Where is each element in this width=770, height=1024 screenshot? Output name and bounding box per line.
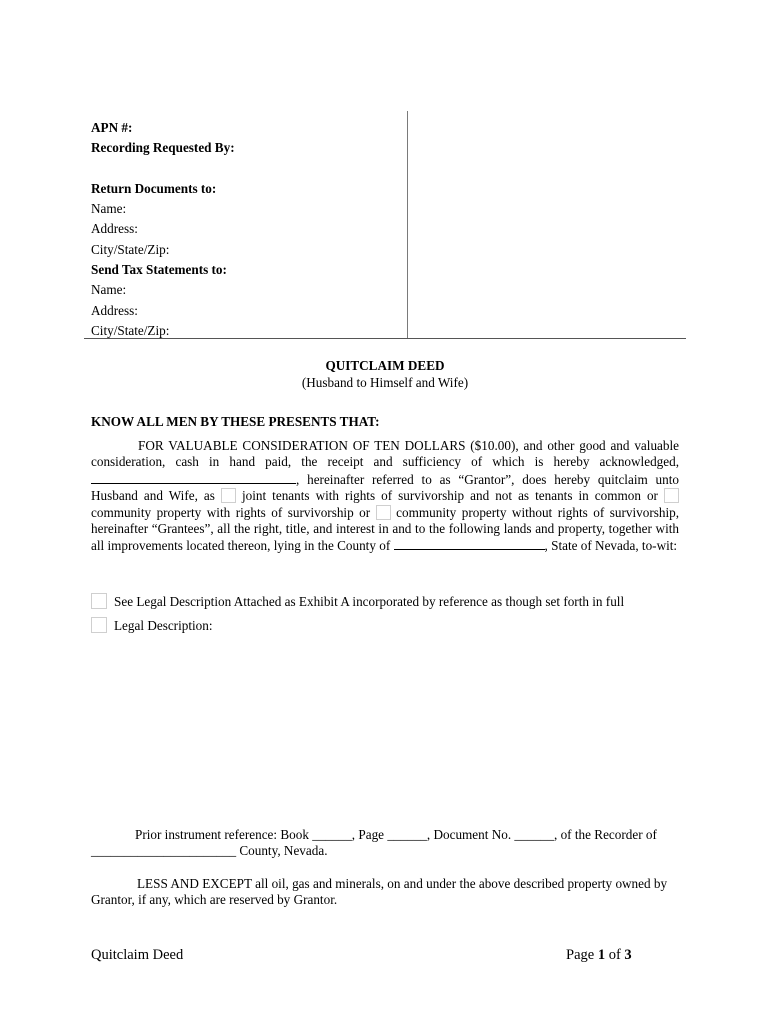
- return-city-label: City/State/Zip:: [91, 241, 170, 257]
- exhibit-option[interactable]: [91, 593, 624, 610]
- body-text-b: , hereinafter referred to as “Grantor”, does hereby quitclaim unto Husband and Wife, as: [91, 471, 679, 504]
- community-property-survivorship-checkbox[interactable]: [664, 488, 679, 503]
- county-blank[interactable]: [394, 537, 545, 550]
- header-horizontal-divider: [84, 338, 686, 339]
- grantor-name-blank[interactable]: [91, 471, 296, 484]
- send-tax-label: Send Tax Statements to:: [91, 262, 227, 278]
- prior-line-2: ______________________ County, Nevada.: [91, 843, 328, 859]
- return-address-label: Address:: [91, 221, 138, 237]
- prior-line-1: Prior instrument reference: Book ______, Page ______, Document No. ______, of the Recorder of: [135, 827, 657, 842]
- title-sub: (Husband to Himself and Wife): [301, 375, 469, 390]
- community-property-no-survivorship-checkbox[interactable]: [376, 505, 391, 520]
- page-current: 1: [597, 947, 606, 963]
- exhibit-checkbox[interactable]: [91, 593, 107, 609]
- prior-instrument-paragraph: [91, 827, 679, 860]
- tax-city-label: City/State/Zip:: [91, 322, 170, 338]
- know-all-men-heading: KNOW ALL MEN BY THESE PRESENTS THAT:: [91, 414, 380, 429]
- exhibit-label: See Legal Description Attached as Exhibit A incorporated by reference as though set forth in full: [114, 594, 625, 609]
- body-text-e: community property without rights of survivorship, hereinafter “Grantees”, all the right, title, and interest in and to the following lands and property, together with all improvements located thereon, lying in the County of: [91, 504, 679, 554]
- joint-tenants-checkbox[interactable]: [221, 488, 236, 503]
- tax-address-label: Address:: [91, 302, 138, 318]
- document-title: [0, 357, 770, 391]
- consideration-text: [91, 438, 679, 555]
- return-documents-label: Return Documents to:: [91, 180, 217, 196]
- footer-document-name: Quitclaim Deed: [91, 947, 184, 963]
- page-total: 3: [624, 947, 632, 963]
- tax-name-label: Name:: [91, 282, 127, 298]
- recording-header: [91, 118, 401, 341]
- legal-description-label: Legal Description:: [114, 618, 213, 633]
- consideration-paragraph: [91, 438, 679, 555]
- less-and-except-paragraph: [91, 876, 679, 909]
- header-vertical-divider: [407, 111, 408, 338]
- apn-label: APN #:: [91, 120, 133, 135]
- header-spacer: [91, 159, 401, 179]
- recording-requested-label: Recording Requested By:: [91, 140, 235, 156]
- title-main: QUITCLAIM DEED: [325, 358, 445, 373]
- of-word: of: [605, 947, 625, 963]
- page-word: Page: [566, 947, 598, 963]
- footer-page-number: [566, 947, 632, 963]
- less-and-except-text: LESS AND EXCEPT all oil, gas and minerals, on and under the above described property owned by Grantor, if any, which are reserved by Grantor.: [91, 876, 668, 908]
- legal-description-option[interactable]: [91, 617, 213, 634]
- body-text-f: , State of Nevada, to-wit:: [544, 538, 678, 554]
- legal-description-checkbox[interactable]: [91, 617, 107, 633]
- body-text-d: community property with rights of survivorship or: [91, 504, 376, 520]
- body-text-c: joint tenants with rights of survivorship and not as tenants in common or: [235, 488, 664, 504]
- body-text-a: FOR VALUABLE CONSIDERATION OF TEN DOLLARS ($10.00), and other good and valuable consideration, cash in hand paid, the receipt and sufficiency of which is hereby acknowledged,: [91, 438, 679, 470]
- return-name-label: Name:: [91, 201, 127, 217]
